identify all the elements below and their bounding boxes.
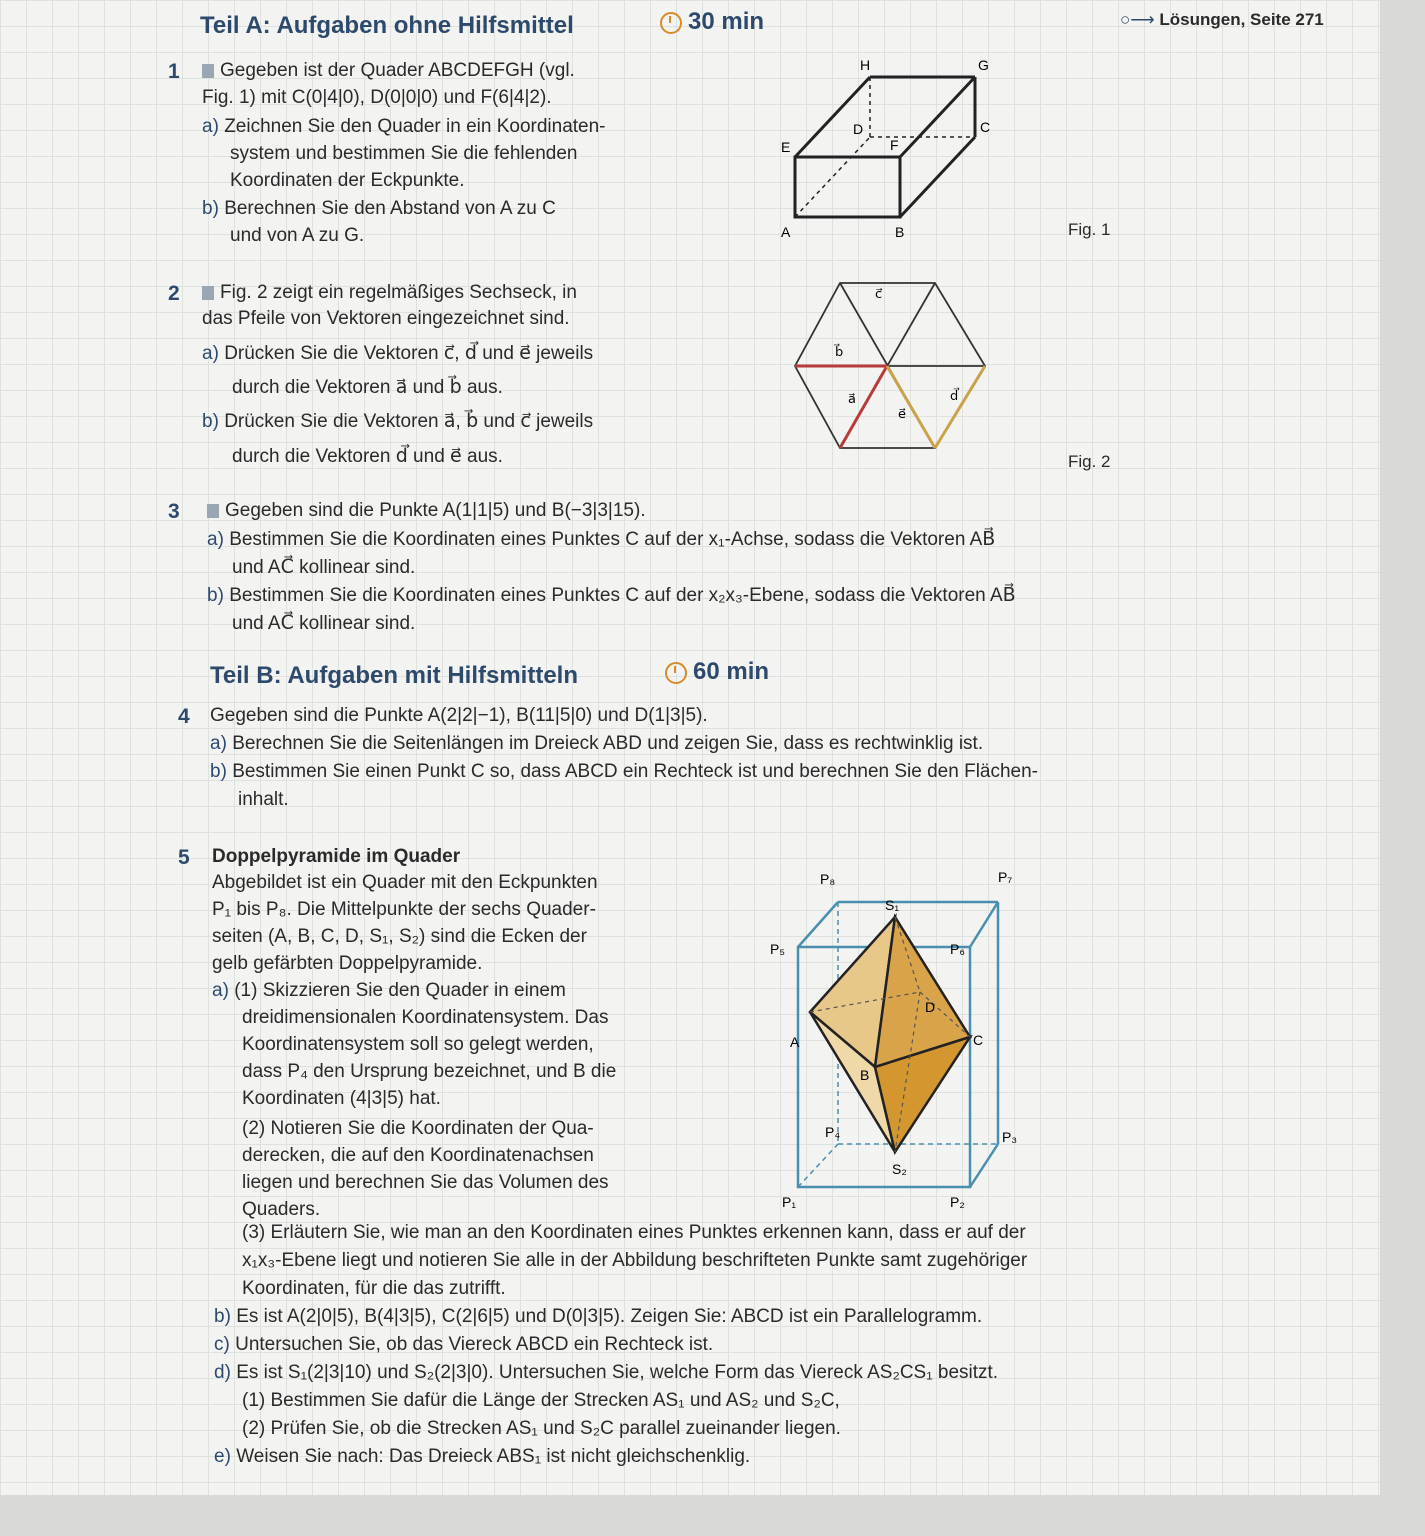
fig1-label-c: C (980, 119, 991, 135)
task5-a1-1: a) (1) Skizzieren Sie den Quader in einem (212, 980, 566, 1001)
task3-line: Gegeben sind die Punkte A(1|1|5) und B(−3|3|15). (207, 500, 646, 522)
fig5-label-p7: P₇ (998, 869, 1013, 885)
part-a-time: 30 min (660, 8, 764, 36)
figure-1-caption: Fig. 1 (1068, 220, 1111, 239)
vector-a-arrow (840, 366, 887, 448)
pencil-icon (202, 286, 214, 300)
fig1-label-f: F (890, 137, 899, 153)
task5-d2: (2) Prüfen Sie, ob die Strecken AS₁ und S₂C parallel zueinander liegen. (242, 1418, 841, 1439)
task1-line-1: Gegeben ist der Quader ABCDEFGH (vgl. (202, 60, 575, 82)
fig5-label-p1: P₁ (782, 1194, 797, 1210)
fig1-label-e: E (781, 139, 791, 155)
figure-2-hexagon (790, 278, 1000, 453)
task2-line-1: Fig. 2 zeigt ein regelmäßiges Sechseck, in (202, 282, 577, 304)
fig1-label-a: A (781, 224, 791, 237)
task4-b-1: b) Bestimmen Sie einen Punkt C so, dass ABCD ein Rechteck ist und berechnen Sie den Flächen- (210, 761, 1039, 782)
task5-b: b) Es ist A(2|0|5), B(4|3|5), C(2|6|5) und D(0|3|5). Zeigen Sie: ABCD ist ein Parallelogramm. (214, 1306, 983, 1327)
fig5-label-p5: P₅ (770, 941, 785, 957)
task5-a3-3: Koordinaten, für die das zutrifft. (242, 1278, 506, 1299)
task2-a-1: a) Drücken Sie die Vektoren c⃗, d⃗ und e⃗ jeweils (202, 343, 594, 364)
pencil-icon (207, 504, 219, 518)
vector-d-arrow (935, 366, 985, 448)
solutions-ref[interactable]: ○⟶ Lösungen, Seite 271 (1120, 10, 1324, 29)
task5-a2-3: liegen und berechnen Sie das Volumen des (242, 1172, 609, 1193)
part-b-time: 60 min (665, 658, 769, 686)
task5-a2-2: derecken, die auf den Koordinatenachsen (242, 1145, 594, 1166)
clock-icon (665, 662, 687, 684)
fig2-label-d: d⃗ (950, 388, 959, 403)
task1-a-3: Koordinaten der Eckpunkte. (230, 170, 465, 191)
task5-number: 5 (178, 846, 190, 869)
fig2-label-c: c⃗ (875, 286, 883, 301)
task5-a1-4: dass P₄ den Ursprung bezeichnet, und B die (242, 1061, 617, 1082)
fig5-label-p8: P₈ (820, 871, 836, 887)
fig5-label-p2: P₂ (950, 1194, 965, 1210)
task1-b-1: b) Berechnen Sie den Abstand von A zu C (202, 198, 556, 219)
clock-icon (660, 12, 682, 34)
part-a-title: Teil A: Aufgaben ohne Hilfsmittel (200, 12, 574, 39)
task5-a1-3: Koordinatensystem soll so gelegt werden, (242, 1034, 594, 1055)
task5-title: Doppelpyramide im Quader (212, 846, 461, 867)
task1-a-1: a) Zeichnen Sie den Quader in ein Koordinaten- (202, 116, 606, 137)
task5-intro-3: seiten (A, B, C, D, S₁, S₂) sind die Ecken der (212, 926, 587, 947)
task1-number: 1 (168, 60, 180, 83)
fig5-label-b: B (860, 1067, 870, 1083)
fig1-label-g: G (978, 57, 989, 73)
task4-line: Gegeben sind die Punkte A(2|2|−1), B(11|5|0) und D(1|3|5). (210, 705, 708, 726)
task3-a-1: a) Bestimmen Sie die Koordinaten eines Punktes C auf der x₁-Achse, sodass die Vektoren AB⃗ (207, 529, 996, 550)
task4-number: 4 (178, 705, 190, 728)
task5-a1-5: Koordinaten (4|3|5) hat. (242, 1088, 441, 1109)
task2-b-1: b) Drücken Sie die Vektoren a⃗, b⃗ und c⃗ jeweils (202, 411, 594, 432)
figure-double-pyramid (770, 862, 1040, 1217)
task2-a-2: durch die Vektoren a⃗ und b⃗ aus. (232, 377, 503, 398)
task5-intro-2: P₁ bis P₈. Die Mittelpunkte der sechs Quader- (212, 899, 596, 920)
task1-b-2: und von A zu G. (230, 225, 365, 246)
fig5-label-p3: P₃ (1002, 1129, 1018, 1145)
fig5-label-a: A (790, 1034, 800, 1050)
fig1-label-h: H (860, 57, 871, 73)
task5-e: e) Weisen Sie nach: Das Dreieck ABS₁ ist nicht gleichschenklig. (214, 1446, 751, 1467)
task5-a2-1: (2) Notieren Sie die Koordinaten der Qua- (242, 1118, 594, 1139)
fig2-label-b: b⃗ (835, 344, 844, 359)
fig5-label-p6: P₆ (950, 941, 965, 957)
task2-b-2: durch die Vektoren d⃗ und e⃗ aus. (232, 446, 503, 467)
fig5-label-s2: S₂ (892, 1161, 907, 1177)
fig1-label-d: D (853, 121, 864, 137)
task5-a3-1: (3) Erläutern Sie, wie man an den Koordinaten eines Punktes erkennen kann, dass er auf der (242, 1222, 1026, 1243)
task1-line-2: Fig. 1) mit C(0|4|0), D(0|0|0) und F(6|4|2). (202, 87, 552, 108)
task4-a: a) Berechnen Sie die Seitenlängen im Dreieck ABD und zeigen Sie, dass es rechtwinklig ist. (210, 733, 984, 754)
task2-line-2: das Pfeile von Vektoren eingezeichnet sind. (202, 308, 570, 329)
task3-number: 3 (168, 500, 180, 523)
task5-c: c) Untersuchen Sie, ob das Viereck ABCD ein Rechteck ist. (214, 1334, 714, 1355)
task2-number: 2 (168, 282, 180, 305)
fig2-label-e: e⃗ (898, 406, 906, 421)
task1-a-2: system und bestimmen Sie die fehlenden (230, 143, 578, 164)
task3-b-2: und AC⃗ kollinear sind. (232, 613, 416, 634)
pencil-icon (202, 64, 214, 78)
fig5-label-d: D (925, 999, 936, 1015)
fig5-label-c: C (973, 1032, 984, 1048)
task5-intro-1: Abgebildet ist ein Quader mit den Eckpunkten (212, 872, 598, 893)
part-b-title: Teil B: Aufgaben mit Hilfsmitteln (210, 662, 579, 689)
task4-b-2: inhalt. (238, 789, 289, 810)
figure-2-caption: Fig. 2 (1068, 452, 1111, 471)
fig1-label-b: B (895, 224, 905, 237)
task5-a3-2: x₁x₃-Ebene liegt und notieren Sie alle in der Abbildung beschrifteten Punkte samt zugehöriger (242, 1250, 1028, 1271)
task3-a-2: und AC⃗ kollinear sind. (232, 557, 416, 578)
task3-b-1: b) Bestimmen Sie die Koordinaten eines Punktes C auf der x₂x₃-Ebene, sodass die Vektoren AB⃗ (207, 585, 1016, 606)
task5-d: d) Es ist S₁(2|3|10) und S₂(2|3|0). Untersuchen Sie, welche Form das Viereck AS₂CS₁ besitzt. (214, 1362, 999, 1383)
fig5-label-p4: P₄ (825, 1124, 841, 1140)
fig2-label-a: a⃗ (848, 391, 856, 406)
task5-intro-4: gelb gefärbten Doppelpyramide. (212, 953, 483, 974)
vector-e-arrow (887, 366, 935, 448)
task5-d1: (1) Bestimmen Sie dafür die Länge der Strecken AS₁ und AS₂ und S₂C, (242, 1390, 840, 1411)
figure-1-cuboid (775, 52, 1005, 237)
task5-a1-2: dreidimensionalen Koordinatensystem. Das (242, 1007, 609, 1028)
task5-a2-4: Quaders. (242, 1199, 321, 1220)
fig5-label-s1: S₁ (885, 897, 900, 913)
arrow-right-icon: ○⟶ (1120, 10, 1155, 29)
